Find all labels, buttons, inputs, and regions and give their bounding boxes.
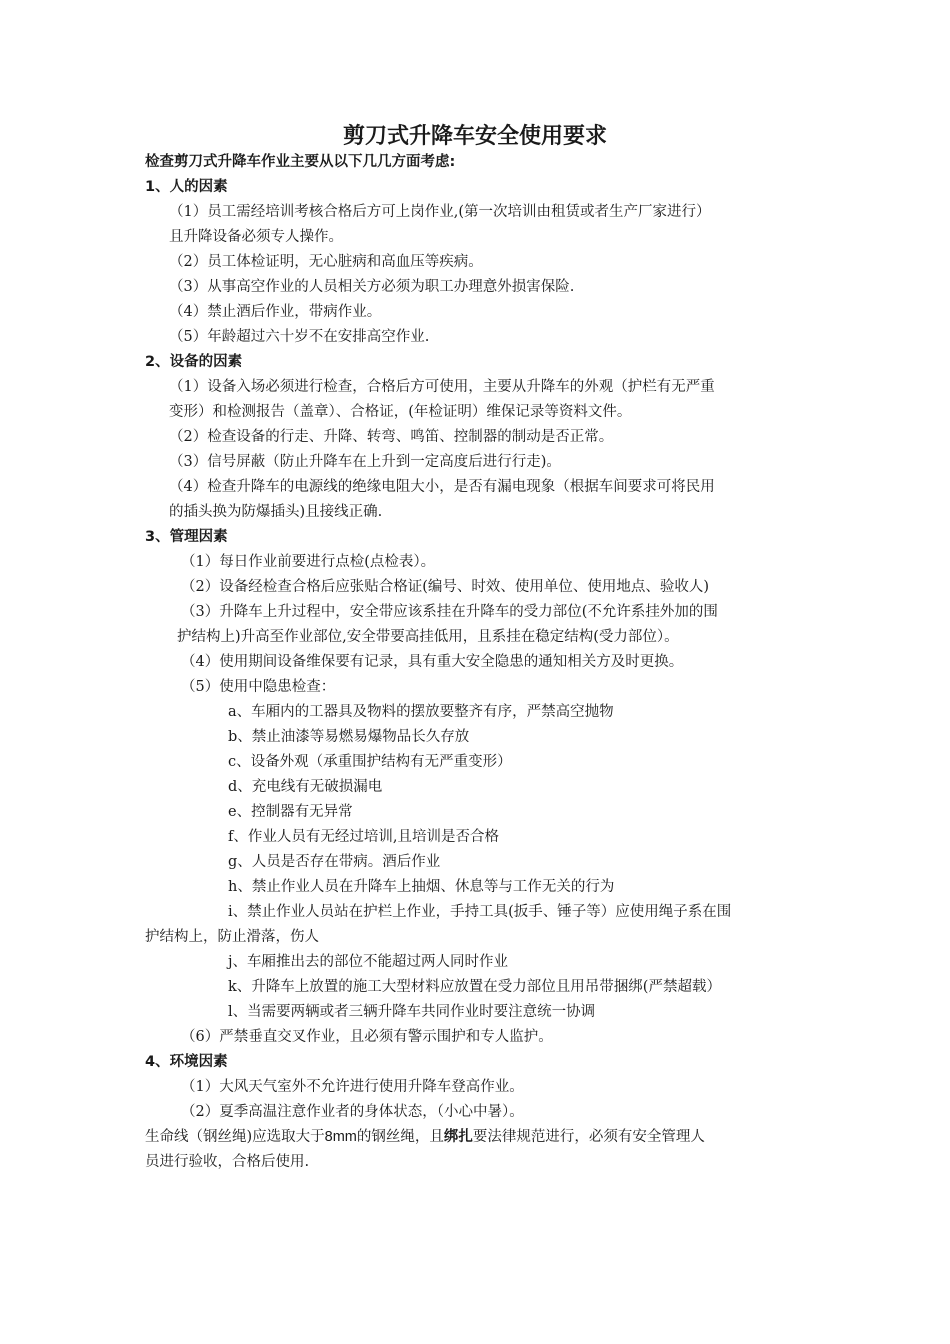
- s3-check-g: g、人员是否存在带病。酒后作业: [228, 854, 441, 870]
- s3-check-i-a: i、禁止作业人员站在护栏上作业，手持工具(扳手、锤子等）应使用绳子系在围: [228, 904, 732, 920]
- s3-check-d: d、充电线有无破损漏电: [228, 779, 383, 795]
- document-title: 剪刀式升降车安全使用要求: [342, 124, 607, 149]
- s1-item-4: （4）禁止酒后作业，带病作业。: [169, 304, 382, 320]
- s1-item-1a: （1）员工需经培训考核合格后方可上岗作业,(第一次培训由租赁或者生产厂家进行）: [169, 204, 711, 220]
- closing-spec: 8mm: [324, 1129, 357, 1145]
- s1-item-1b: 且升降设备必须专人操作。: [169, 229, 343, 245]
- s3-item-2: （2）设备经检查合格后应张贴合格证(编号、时效、使用单位、使用地点、验收人): [181, 579, 710, 595]
- s3-check-k: k、升降车上放置的施工大型材料应放置在受力部位且用吊带捆绑(严禁超载）: [228, 979, 721, 995]
- s4-item-1: （1）大风天气室外不允许进行使用升降车登高作业。: [181, 1079, 524, 1095]
- section-heading-4: 4、环境因素: [145, 1054, 228, 1070]
- s3-item-6: （6）严禁垂直交叉作业，且必须有警示围护和专人监护。: [181, 1029, 553, 1045]
- s3-item-3a: （3）升降车上升过程中，安全带应该系挂在升降车的受力部位(不允许系挂外加的围: [181, 604, 718, 620]
- s1-item-2: （2）员工体检证明，无心脏病和高血压等疾病。: [169, 254, 483, 270]
- s3-item-5: （5）使用中隐患检查：: [181, 679, 336, 695]
- s2-item-4b: 的插头换为防爆插头)且接线正确.: [169, 504, 383, 520]
- s3-item-1: （1）每日作业前要进行点检(点检表）。: [181, 554, 436, 570]
- s3-item-3b: 护结构上)升高至作业部位,安全带要高挂低用，且系挂在稳定结构(受力部位）。: [177, 629, 679, 645]
- s3-check-l: l、当需要两辆或者三辆升降车共同作业时要注意统一协调: [228, 1004, 596, 1020]
- s2-item-1b: 变形）和检测报告（盖章）、合格证，(年检证明）维保记录等资料文件。: [169, 404, 632, 420]
- closing-text-2: 的钢丝绳，且: [356, 1129, 444, 1145]
- section-heading-3: 3、管理因素: [145, 529, 228, 545]
- closing-emphasis: 绑扎: [443, 1129, 473, 1145]
- closing-line-1: [145, 1127, 705, 1147]
- closing-text-1: 生命线（钢丝绳)应选取大于: [145, 1129, 325, 1145]
- s2-item-4a: （4）检查升降车的电源线的绝缘电阻大小，是否有漏电现象（根据车间要求可将民用: [169, 479, 715, 495]
- s3-check-f: f、作业人员有无经过培训,且培训是否合格: [228, 829, 499, 845]
- s3-check-e: e、控制器有无异常: [228, 804, 353, 820]
- s3-check-j: j、车厢推出去的部位不能超过两人同时作业: [228, 954, 508, 970]
- s3-item-4: （4）使用期间设备维保要有记录，具有重大安全隐患的通知相关方及时更换。: [181, 654, 684, 670]
- s3-check-c: c、设备外观（承重围护结构有无严重变形）: [228, 754, 512, 770]
- closing-text-3: 要法律规范进行，必须有安全管理人: [472, 1129, 705, 1145]
- s3-check-h: h、禁止作业人员在升降车上抽烟、休息等与工作无关的行为: [228, 879, 615, 895]
- closing-line-2: 员进行验收，合格后使用.: [145, 1154, 310, 1170]
- s2-item-1a: （1）设备入场必须进行检查，合格后方可使用，主要从升降车的外观（护栏有无严重: [169, 379, 715, 395]
- section-heading-1: 1、人的因素: [145, 179, 228, 195]
- s3-check-b: b、禁止油漆等易燃易爆物品长久存放: [228, 729, 470, 745]
- s1-item-5: （5）年龄超过六十岁不在安排高空作业.: [169, 329, 430, 345]
- s3-check-i-b: 护结构上，防止滑落，伤人: [145, 929, 319, 945]
- s3-check-a: a、车厢内的工器具及物料的摆放要整齐有序，严禁高空抛物: [228, 704, 614, 720]
- intro-line: 检查剪刀式升降车作业主要从以下几几方面考虑:: [145, 154, 456, 170]
- section-heading-2: 2、设备的因素: [145, 354, 243, 370]
- s4-item-2: （2）夏季高温注意作业者的身体状态，（小心中暑）。: [181, 1104, 524, 1120]
- s1-item-3: （3）从事高空作业的人员相关方必须为职工办理意外损害保险.: [169, 279, 575, 295]
- s2-item-3: （3）信号屏蔽（防止升降车在上升到一定高度后进行行走)。: [169, 454, 561, 470]
- s2-item-2: （2）检查设备的行走、升降、转弯、鸣笛、控制器的制动是否正常。: [169, 429, 614, 445]
